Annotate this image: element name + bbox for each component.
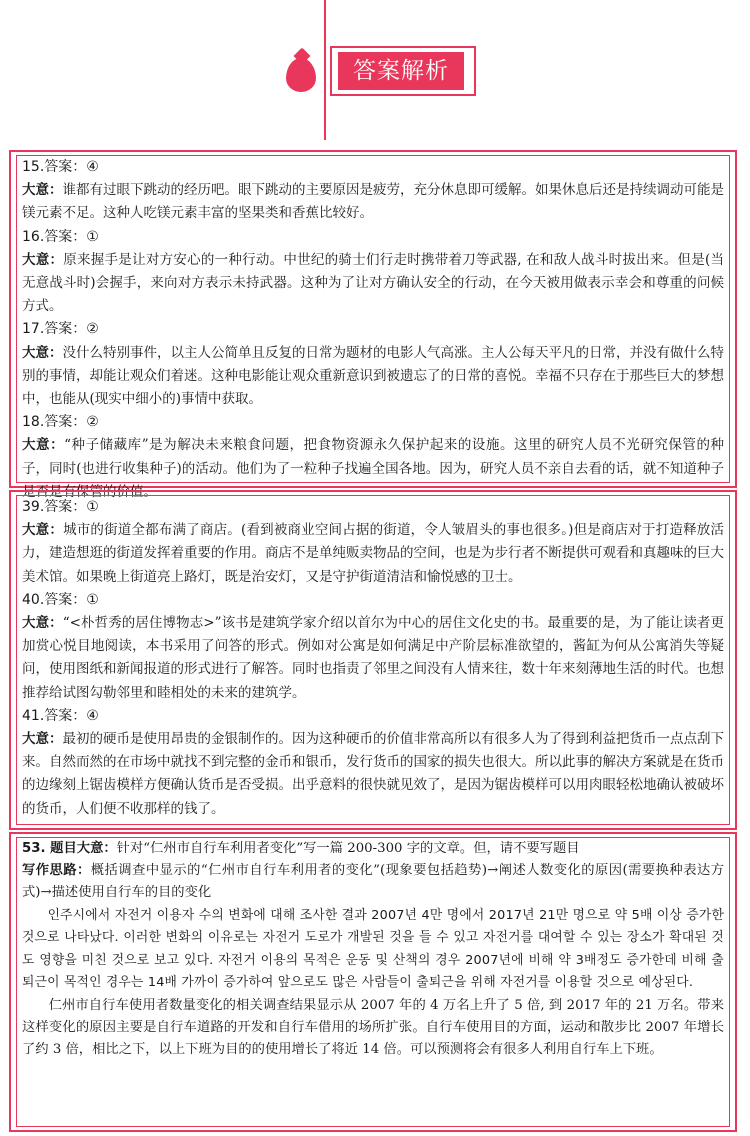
summary-paragraph — [22, 179, 724, 225]
answer-heading: 40.答案：① — [22, 591, 99, 608]
topic-label: 53. 题目大意： — [22, 841, 117, 856]
summary-paragraph — [22, 249, 724, 319]
page-title: 答案解析 — [338, 52, 464, 90]
summary-label: 大意： — [22, 615, 63, 632]
topic-paragraph — [22, 838, 724, 860]
answer-box-1-content — [16, 155, 730, 500]
summary-text: “种子储藏库”是为解决未来粮食问题，把食物资源永久保护起来的设施。这里的研究人员不光研究保管的种子，同时(也进行收集种子)的活动。他们为了一粒种子找遍全国各地。因为，研究人员不亲自去看的话，就不知道种子是否是有保管的价值。 — [22, 437, 724, 500]
summary-paragraph — [22, 728, 724, 821]
summary-label: 大意： — [22, 731, 63, 748]
summary-label: 大意： — [22, 251, 64, 268]
answer-heading: 18.答案：② — [22, 414, 99, 431]
answer-heading: 39.答案：① — [22, 499, 99, 515]
summary-text: 没什么特别事件，以主人公简单且反复的日常为题材的电影人气高涨。主人公每天平凡的日常，并没有做什么特别的事情，却能让观众们着迷。这种电影能让观众重新意识到被遗忘了的日常的喜悦。幸福不只存在于那些巨大的梦想中，也能从(现实中细小的)事情中获取。 — [22, 344, 724, 408]
answer-heading: 15.答案：④ — [22, 159, 99, 175]
summary-label: 大意： — [22, 182, 63, 199]
answer-heading: 17.答案：② — [22, 321, 99, 338]
header — [0, 0, 750, 150]
summary-text: 城市的街道全都布满了商店。(看到被商业空间占据的街道，令人皱眉头的事也很多。)但是商店对于打造释放活力，建造想逛的街道发挥着重要的作用。商店不是单纯贩卖物品的空间，也是为步行者不断提供可观看和真趣味的巨大美术馆。如果晚上街道亮上路灯，既是治安灯，又是守护街道清洁和愉悦感的卫士。 — [22, 522, 724, 585]
summary-paragraph — [22, 342, 724, 412]
summary-label: 大意： — [22, 522, 64, 539]
approach-paragraph — [22, 860, 724, 904]
answer-heading: 41.答案：④ — [22, 707, 99, 724]
summary-label: 大意： — [22, 344, 63, 361]
approach-text: 概括调查中显示的“仁州市自行车利用者的变化”(现象要包括趋势)→阐述人数变化的原因(需要换种表达方式)→描述使用自行车的目的变化 — [22, 863, 725, 901]
leaf-icon — [286, 58, 316, 92]
korean-model-answer: 인주시에서 자전거 이용자 수의 변화에 대해 조사한 결과 2007년 4만 명에서 2017년 21만 명으로 약 5배 이상 증가한 것으로 나타났다. 이러한 변화의 이유로는 자전거 도로가 개발된 것을 들 수 있고 자전거를 대여할 수 있는 장소가 확대된 것도 영향을 미친 것으로 보고 있다. 자전거 이용의 목적은 운동 및 산책의 경우 2007년에 비해 약 3배정도 증가한데 비해 출퇴근이 목적인 경우는 14배 가까이 증가하여 앞으로도 많은 사람들이 출퇴근을 위해 자전거를 이용할 것으로 예상된다. — [22, 907, 724, 991]
answer-box-1 — [9, 150, 737, 500]
answer-box-3-content — [16, 837, 730, 1127]
answer-heading: 16.答案：① — [22, 228, 99, 245]
summary-paragraph — [22, 519, 724, 589]
answer-box-2 — [9, 490, 737, 830]
summary-text: “<朴哲秀的居住博物志>”该书是建筑学家介绍以首尔为中心的居住文化史的书。最重要的是，为了能让读者更加赏心悦目地阅读，本书采用了问答的形式。例如对公寓是如何满足中产阶层标准欲望的，酱缸为何从公寓消失等疑问，使用图纸和新闻报道的形式进行了解答。同时也指责了邻里之间没有人情来往，数十年来刻薄地生活的时代。也想推荐给试图勾勒邻里和睦相处的未来的建筑学。 — [22, 615, 724, 701]
topic-text: 针对“仁州市自行车利用者变化”写一篇 200-300 字的文章。但，请不要写题目 — [116, 841, 580, 856]
header-divider-line — [324, 0, 326, 140]
approach-label: 写作思路： — [22, 863, 91, 879]
summary-text: 原来握手是让对方安心的一种行动。中世纪的骑士们行走时携带着刀等武器, 在和敌人战斗时拔出来。但是(当无意战斗时)会握手，来向对方表示未持武器。这种为了让对方确认安全的行动，在今天被用做表示幸会和尊重的问候方式。 — [22, 251, 724, 315]
answer-box-2-content — [16, 495, 730, 825]
chinese-translation: 仁州市自行车使用者数量变化的相关调查结果显示从 2007 年的 4 万名上升了 5 倍, 到 2017 年的 21 万名。带来这样变化的原因主要是自行车道路的开发和自行车借用的场所扩张。自行车使用目的方面，运动和散步比 2007 年增长了约 3 倍，相比之下，以上下班为目的的使用增长了将近 14 倍。可以预测将会有很多人利用自行车上下班。 — [22, 997, 724, 1058]
answer-box-3 — [9, 832, 737, 1132]
summary-text: 最初的硬币是使用昂贵的金银制作的。因为这种硬币的价值非常高所以有很多人为了得到利益把货币一点点刮下来。自然而然的在市场中就找不到完整的金币和银币，发行货币的国家的损失也很大。所以此事的解决方案就是在货币的边缘刻上锯齿模样方便确认货币是否受损。出乎意料的很快就见效了，是因为锯齿模样可以用肉眼轻松地确认被破坏的货币，人们便不收那样的钱了。 — [22, 731, 724, 817]
summary-paragraph — [22, 612, 724, 705]
summary-text: 谁都有过眼下跳动的经历吧。眼下跳动的主要原因是疲劳，充分休息即可缓解。如果休息后还是持续调动可能是镁元素不足。这种人吃镁元素丰富的坚果类和香蕉比较好。 — [22, 182, 724, 222]
summary-label: 大意： — [22, 437, 65, 454]
